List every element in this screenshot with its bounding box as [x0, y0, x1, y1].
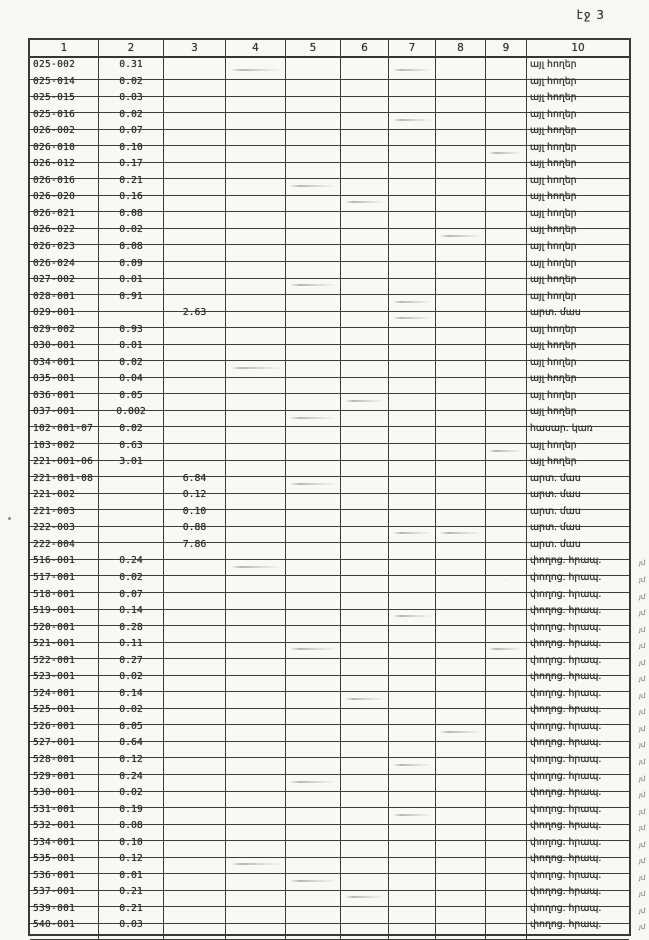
header-col-2: 2 [99, 40, 164, 58]
cell-parcel-code: 026-016 [30, 173, 99, 196]
cell-area-col2: 0.14 [99, 603, 164, 626]
table-row [30, 454, 629, 471]
cell-parcel-code: 036-001 [30, 388, 99, 411]
cell-parcel-code: 221-001-06 [30, 454, 99, 477]
cell-parcel-code: 532-001 [30, 818, 99, 841]
margin-annotation-mark: յմ [638, 807, 646, 816]
cell-area-col2: 0.02 [99, 702, 164, 725]
table-row [30, 587, 646, 604]
cell-empty-6 [341, 917, 389, 940]
scanned-table [28, 38, 646, 936]
table-row [30, 785, 646, 802]
land-use-label: փողոց. հրապ. [530, 803, 602, 815]
cell-area-col3: 7.86 [164, 537, 226, 560]
table-row [30, 123, 629, 140]
cell-area-col2: 0.02 [99, 222, 164, 245]
cell-area-col2: 0.05 [99, 719, 164, 742]
cell-parcel-code: 026-023 [30, 239, 99, 262]
cell-parcel-code: 519-001 [30, 603, 99, 626]
table-row [30, 322, 629, 339]
cell-parcel-code: 518-001 [30, 587, 99, 610]
cell-area-col2: 0.02 [99, 355, 164, 378]
cell-parcel-code: 030-001 [30, 338, 99, 361]
margin-annotation-mark: յմ [638, 675, 646, 684]
cell-area-col2: 0.16 [99, 189, 164, 212]
cell-parcel-code: 026-024 [30, 256, 99, 279]
land-use-label: փողոց. հրապ. [530, 704, 602, 716]
cell-parcel-code: 534-001 [30, 835, 99, 858]
margin-annotation-mark: յմ [638, 608, 646, 618]
margin-annotation-mark: յմ [638, 724, 646, 734]
cell-area-col2: 0.12 [99, 851, 164, 874]
land-use-label: այլ հողեր [530, 174, 577, 186]
table-row [30, 206, 629, 223]
land-use-label: այլ հողեր [530, 191, 577, 203]
cell-parcel-code: 523-001 [30, 669, 99, 692]
cell-parcel-code: 222-004 [30, 537, 99, 560]
table-row [30, 603, 646, 620]
cell-parcel-code: 520-001 [30, 620, 99, 643]
margin-annotation-mark: յմ [638, 658, 646, 667]
land-use-label: փողոց. հրապ. [530, 853, 602, 865]
margin-annotation-mark: յմ [638, 625, 646, 634]
land-use-label: այլ հողեր [530, 224, 577, 236]
cell-parcel-code: 026-010 [30, 140, 99, 163]
table-row [30, 338, 629, 355]
cell-parcel-code: 029-001 [30, 305, 99, 328]
cell-area-col3: 2.63 [164, 305, 226, 328]
cell-area-col2: 0.10 [99, 140, 164, 163]
cell-parcel-code: 026-012 [30, 156, 99, 179]
cell-area-col2: 0.03 [99, 917, 164, 940]
cell-parcel-code: 222-003 [30, 520, 99, 543]
table-row [30, 553, 646, 570]
table-row [30, 520, 629, 537]
cell-parcel-code: 526-001 [30, 719, 99, 742]
table-row [30, 90, 629, 107]
table-row [30, 769, 646, 786]
land-use-label: այլ հողեր [530, 59, 577, 70]
land-use-label: փողոց. հրապ. [530, 605, 602, 617]
table-row [30, 371, 629, 388]
land-use-label: արտ. մաս [530, 505, 581, 517]
table-row [30, 735, 646, 752]
cell-area-col2: 0.05 [99, 388, 164, 411]
table-row [30, 487, 629, 504]
cell-area-col2: 0.02 [99, 74, 164, 97]
cell-parcel-code: 026-021 [30, 206, 99, 229]
table-row [30, 636, 646, 653]
land-use-label: փողոց. հրապ. [530, 654, 602, 666]
cell-area-col2: 0.91 [99, 289, 164, 312]
table-row [30, 620, 646, 637]
margin-annotation-mark: յմ [638, 823, 646, 833]
cell-area-col2: 0.93 [99, 322, 164, 345]
table-row [30, 702, 646, 719]
table-row [30, 901, 646, 918]
land-use-label: այլ հողեր [530, 158, 577, 170]
land-use-label: արտ. մաս [530, 489, 581, 501]
table-row [30, 289, 629, 306]
land-use-label: այլ հողեր [530, 356, 577, 368]
land-use-label: փողոց. հրապ. [530, 621, 602, 633]
cell-parcel-code: 027-002 [30, 272, 99, 295]
cell-area-col2: 0.64 [99, 735, 164, 758]
cell-empty-5 [286, 917, 341, 940]
cell-area-col3: 0.10 [164, 504, 226, 527]
table-row [30, 256, 629, 273]
table-row [30, 686, 646, 703]
margin-annotation-mark: յմ [638, 774, 646, 783]
cell-area-col2: 0.24 [99, 553, 164, 576]
cell-parcel-code: 517-001 [30, 570, 99, 593]
cell-parcel-code: 026-020 [30, 189, 99, 212]
table-row [30, 504, 629, 521]
table-row [30, 719, 646, 736]
table-row [30, 189, 629, 206]
cell-area-col2: 0.63 [99, 438, 164, 461]
table-row [30, 868, 646, 885]
cell-area-col2: 0.27 [99, 653, 164, 676]
cell-area-col2: 0.08 [99, 206, 164, 229]
cell-area-col3 [164, 917, 226, 940]
cell-area-col2: 0.12 [99, 752, 164, 775]
table-row [30, 570, 646, 587]
cell-parcel-code: 535-001 [30, 851, 99, 874]
cell-land-use [527, 917, 646, 940]
table-row [30, 851, 646, 868]
cell-area-col2: 0.01 [99, 338, 164, 361]
land-use-label: փողոց. հրապ. [530, 820, 602, 832]
margin-annotation-mark: յմ [638, 559, 646, 568]
cell-area-col2: 0.08 [99, 239, 164, 262]
cell-area-col2: 0.02 [99, 421, 164, 444]
cell-parcel-code: 221-001-08 [30, 471, 99, 494]
header-col-10: 10 [527, 40, 629, 58]
land-use-label: փողոց. հրապ. [530, 869, 602, 881]
land-use-label: փողոց. հրապ. [530, 588, 602, 600]
cell-area-col2: 0.002 [99, 404, 164, 427]
land-use-label: փողոց. հրապ. [530, 555, 602, 567]
margin-annotation-mark: յմ [638, 923, 646, 932]
land-use-label: փողոց. հրապ. [530, 836, 602, 848]
table-row [30, 653, 646, 670]
cell-area-col2: 0.21 [99, 173, 164, 196]
cell-parcel-code: 102-001-07 [30, 421, 99, 444]
table-row [30, 388, 629, 405]
table-row [30, 802, 646, 819]
table-row [30, 239, 629, 256]
table-row [30, 537, 629, 554]
cell-parcel-code: 540-001 [30, 917, 99, 940]
land-use-label: փողոց. հրապ. [530, 687, 602, 699]
margin-annotation-mark: յմ [638, 857, 646, 866]
cell-parcel-code: 539-001 [30, 901, 99, 924]
cell-parcel-code: 035-001 [30, 371, 99, 394]
margin-annotation-mark: յմ [638, 890, 646, 899]
table-row [30, 421, 629, 438]
cell-parcel-code: 025-002 [30, 57, 99, 80]
cell-parcel-code: 522-001 [30, 653, 99, 676]
cell-area-col3: 0.88 [164, 520, 226, 543]
land-use-label: այլ հողեր [530, 141, 577, 153]
cell-parcel-code: 025-015 [30, 90, 99, 113]
cell-parcel-code: 221-003 [30, 504, 99, 527]
cell-empty-8 [436, 917, 486, 940]
cell-parcel-code: 034-001 [30, 355, 99, 378]
cell-area-col2: 0.03 [99, 90, 164, 113]
land-use-label: այլ հողեր [530, 108, 577, 120]
cell-parcel-code: 530-001 [30, 785, 99, 808]
cell-area-col2: 0.24 [99, 769, 164, 792]
land-use-label: այլ հողեր [530, 439, 577, 451]
land-use-label: փողոց. հրապ. [530, 919, 602, 931]
cell-parcel-code: 221-002 [30, 487, 99, 510]
margin-annotation-mark: յմ [638, 641, 646, 651]
margin-annotation-mark: յմ [638, 691, 646, 700]
cell-parcel-code: 524-001 [30, 686, 99, 709]
cell-area-col2: 0.21 [99, 884, 164, 907]
land-use-label: արտ. մաս [530, 522, 581, 534]
cell-area-col2: 0.07 [99, 587, 164, 610]
cell-parcel-code: 026-022 [30, 222, 99, 245]
cell-parcel-code: 026-002 [30, 123, 99, 146]
cell-parcel-code: 028-001 [30, 289, 99, 312]
cell-area-col2: 0.01 [99, 272, 164, 295]
table-header-row [30, 40, 629, 57]
margin-annotation-mark: յմ [638, 873, 646, 883]
cell-parcel-code: 528-001 [30, 752, 99, 775]
cell-area-col2: 3.01 [99, 454, 164, 477]
header-col-6: 6 [341, 40, 389, 58]
table-row [30, 404, 629, 421]
cell-empty-4 [226, 917, 286, 940]
land-use-label: այլ հողեր [530, 373, 577, 385]
cell-parcel-code: 103-002 [30, 438, 99, 461]
table-row [30, 173, 629, 190]
land-use-label: փողոց. հրապ. [530, 571, 602, 583]
margin-annotation-mark: յմ [638, 741, 646, 750]
cell-area-col2: 0.10 [99, 835, 164, 858]
land-use-label: այլ հողեր [530, 125, 577, 137]
land-use-label: հասար. կառ [530, 423, 593, 435]
land-use-label: այլ հողեր [530, 207, 577, 219]
cell-parcel-code: 516-001 [30, 553, 99, 576]
table-row [30, 74, 629, 91]
margin-annotation-mark: յմ [638, 840, 646, 849]
land-use-label: փողոց. հրապ. [530, 753, 602, 765]
land-use-label: այլ հողեր [530, 456, 577, 468]
land-use-label: փողոց. հրապ. [530, 720, 602, 732]
table-row [30, 156, 629, 173]
table-row [30, 917, 646, 934]
land-use-label: փողոց. հրապ. [530, 638, 602, 650]
table-row [30, 305, 629, 322]
land-use-label: այլ հողեր [530, 290, 577, 302]
land-use-label: այլ հողեր [530, 274, 577, 286]
cell-area-col2: 0.02 [99, 669, 164, 692]
cell-empty-7 [389, 917, 436, 940]
land-use-label: այլ հողեր [530, 241, 577, 253]
cell-parcel-code: 025-014 [30, 74, 99, 97]
table-body [30, 57, 646, 934]
cell-parcel-code: 531-001 [30, 802, 99, 825]
table-row [30, 471, 629, 488]
cell-area-col2: 0.07 [99, 123, 164, 146]
cell-parcel-code: 037-001 [30, 404, 99, 427]
table-row [30, 818, 646, 835]
cell-parcel-code: 536-001 [30, 868, 99, 891]
cell-parcel-code: 029-002 [30, 322, 99, 345]
table-row [30, 669, 646, 686]
header-col-3: 3 [164, 40, 226, 58]
land-use-label: այլ հողեր [530, 340, 577, 352]
header-col-8: 8 [436, 40, 486, 58]
cell-area-col2: 0.01 [99, 868, 164, 891]
cell-area-col2: 0.14 [99, 686, 164, 709]
cell-parcel-code: 527-001 [30, 735, 99, 758]
land-use-label: այլ հողեր [530, 75, 577, 87]
cell-parcel-code: 521-001 [30, 636, 99, 659]
cell-area-col2: 0.28 [99, 620, 164, 643]
header-col-9: 9 [486, 40, 527, 58]
table-row [30, 835, 646, 852]
land-use-label: փողոց. հրապ. [530, 737, 602, 749]
page-number-label: էջ 3 [576, 8, 605, 22]
margin-annotation-mark: յմ [638, 708, 646, 717]
cell-empty-9 [486, 917, 527, 940]
land-use-label: արտ. մաս [530, 307, 581, 319]
scan-artifact-dot [8, 517, 11, 520]
table-row [30, 884, 646, 901]
table-row [30, 355, 629, 372]
cell-area-col3: 6.84 [164, 471, 226, 494]
cell-area-col2: 0.21 [99, 901, 164, 924]
cell-area-col2: 0.09 [99, 256, 164, 279]
header-col-5: 5 [286, 40, 341, 58]
table-row [30, 57, 629, 74]
table-row [30, 752, 646, 769]
table-row [30, 222, 629, 239]
cell-area-col2: 0.11 [99, 636, 164, 659]
land-use-label: այլ հողեր [530, 92, 577, 104]
table-row [30, 272, 629, 289]
cell-area-col2: 0.17 [99, 156, 164, 179]
land-use-label: փողոց. հրապ. [530, 787, 602, 799]
table-row [30, 438, 629, 455]
cell-area-col2: 0.08 [99, 818, 164, 841]
table-row [30, 140, 629, 157]
cell-area-col2: 0.02 [99, 107, 164, 130]
land-use-label: այլ հողեր [530, 257, 577, 269]
cell-area-col2: 0.04 [99, 371, 164, 394]
cell-area-col2: 0.19 [99, 802, 164, 825]
table-row [30, 107, 629, 124]
cell-parcel-code: 525-001 [30, 702, 99, 725]
margin-annotation-mark: յմ [638, 790, 646, 800]
margin-annotation-mark: յմ [638, 592, 646, 601]
cell-area-col2: 0.31 [99, 57, 164, 80]
land-use-label: այլ հողեր [530, 323, 577, 335]
cell-parcel-code: 529-001 [30, 769, 99, 792]
land-use-label: այլ հողեր [530, 389, 577, 401]
land-use-label: այլ հողեր [530, 406, 577, 418]
land-use-label: փողոց. հրապ. [530, 671, 602, 683]
land-use-label: արտ. մաս [530, 538, 581, 550]
land-use-label: փողոց. հրապ. [530, 902, 602, 914]
margin-annotation-mark: յմ [638, 757, 646, 767]
cell-parcel-code: 537-001 [30, 884, 99, 907]
header-col-7: 7 [389, 40, 436, 58]
header-col-1: 1 [30, 40, 99, 58]
cell-area-col2: 0.02 [99, 570, 164, 593]
margin-annotation-mark: յմ [638, 575, 646, 585]
land-use-label: փողոց. հրապ. [530, 770, 602, 782]
cell-area-col2: 0.02 [99, 785, 164, 808]
cell-area-col3: 0.12 [164, 487, 226, 510]
cell-parcel-code: 025-016 [30, 107, 99, 130]
margin-annotation-mark: յմ [638, 906, 646, 916]
land-use-label: փողոց. հրապ. [530, 886, 602, 898]
header-col-4: 4 [226, 40, 286, 58]
land-use-label: արտ. մաս [530, 472, 581, 484]
